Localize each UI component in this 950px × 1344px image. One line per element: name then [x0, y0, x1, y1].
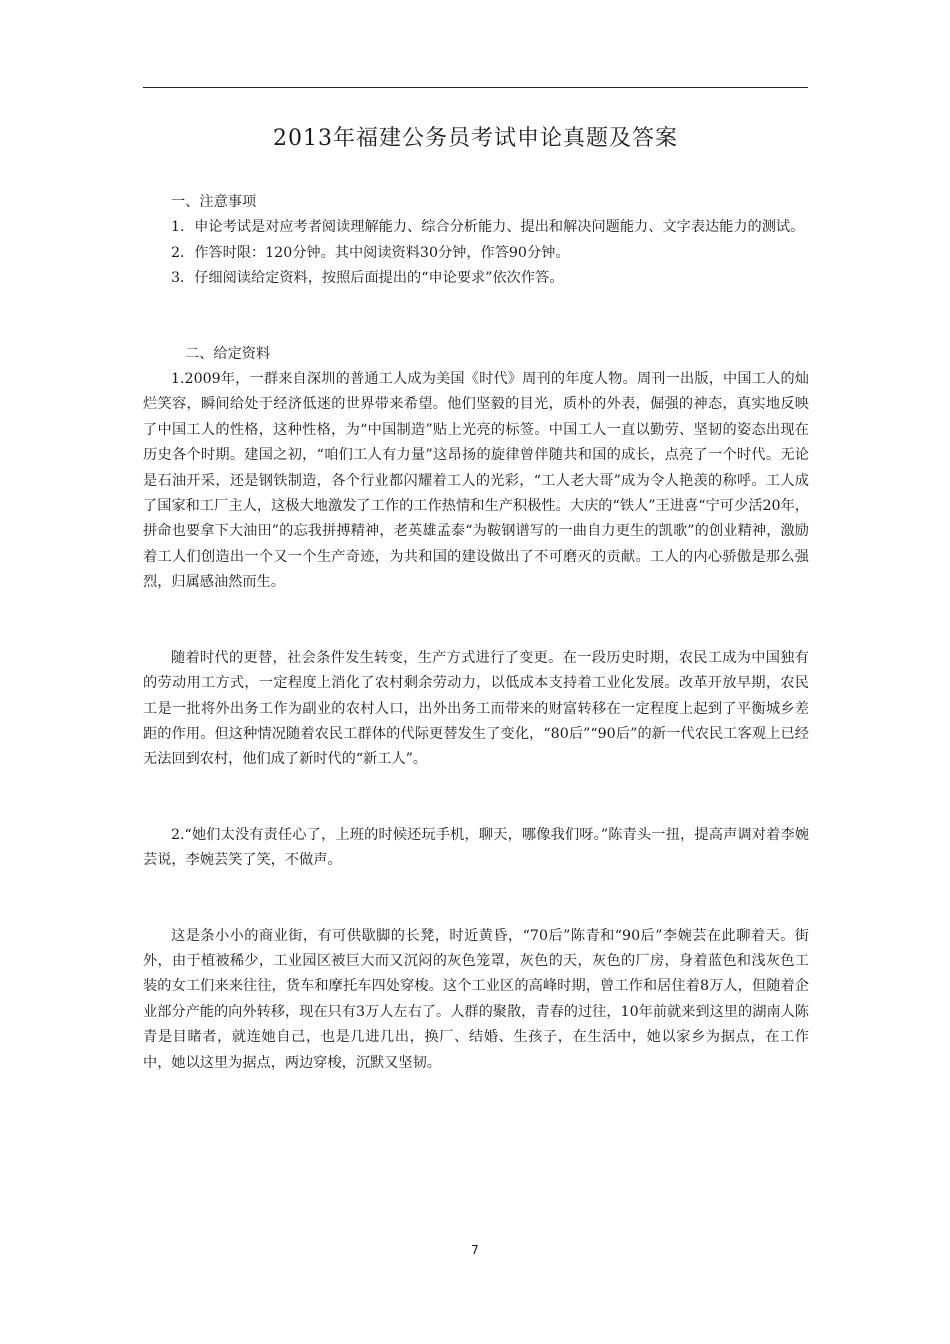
- notes-item: 1．申论考试是对应考者阅读理解能力、综合分析能力、提出和解决问题能力、文字表达能力的测试。: [171, 219, 805, 236]
- document-body: [143, 190, 809, 1076]
- section-heading-materials: 二、给定资料: [185, 345, 271, 362]
- material-paragraph: 随着时代的更替，社会条件发生转变，生产方式进行了变更。在一段历史时期，农民工成为中国独有的劳动用工方式，一定程度上消化了农村剩余劳动力，以低成本支持着工业化发展。改革开放早期，农民工是一批将外出务工作为副业的农村人口，出外出务工而带来的财富转移在一定程度上起到了平衡城乡差距的作用。但这种情况随着农民工群体的代际更替发生了变化，“80后”“90后”的新一代农民工客观上已经无法回到农村，他们成了新时代的“新工人”。: [143, 649, 809, 768]
- material-paragraph: 1.2009年，一群来自深圳的普通工人成为美国《时代》周刊的年度人物。周刊一出版，中国工人的灿烂笑容，瞬间给处于经济低迷的世界带来希望。他们坚毅的目光，质朴的外表，倔强的神态，真实地反映了中国工人的性格，这种性格，为“中国制造”贴上光亮的标签。中国工人一直以勤劳、坚韧的姿态出现在历史各个时期。建国之初，“咱们工人有力量”这昂扬的旋律曾伴随共和国的成长，点亮了一个时代。无论是石油开采，还是钢铁制造，各个行业都闪耀着工人的光彩，“工人老大哥”成为令人艳羡的称呼。工人成了国家和工厂主人，这极大地激发了工作的工作热情和生产积极性。大庆的“铁人”王进喜“宁可少活20年，拼命也要拿下大油田”的忘我拼搏精神，老英雄孟泰“为鞍钢谱写的一曲自力更生的凯歌”的创业精神，激励着工人们创造出一个又一个生产奇迹，为共和国的建设做出了不可磨灭的贡献。工人的内心骄傲是那么强烈，归属感油然而生。: [143, 371, 809, 591]
- document-title: 2013年福建公务员考试申论真题及答案: [273, 126, 678, 151]
- section-heading-notes: 一、注意事项: [171, 194, 257, 210]
- header-rule: [143, 87, 808, 88]
- page-number: 7: [471, 1243, 479, 1257]
- notes-item: 2．作答时限：120分钟。其中阅读资料30分钟，作答90分钟。: [171, 244, 570, 261]
- notes-item: 3．仔细阅读给定资料，按照后面提出的“申论要求”依次作答。: [171, 270, 564, 287]
- material-paragraph: 2.“她们太没有责任心了，上班的时候还玩手机，聊天，哪像我们呀。”陈青头一扭，提高声调对着李婉芸说，李婉芸笑了笑，不做声。: [143, 826, 809, 869]
- material-paragraph: 这是条小小的商业街，有可供歇脚的长凳，时近黄昏，“70后”陈青和“90后”李婉芸在此聊着天。街外，由于植被稀少，工业园区被巨大而又沉闷的灰色笼罩，灰色的天，灰色的厂房，身着蓝色和浅灰色工装的女工们来来往往，货车和摩托车四处穿梭。这个工业区的高峰时期，曾工作和居住着8万人，但随着企业部分产能的向外转移，现在只有3万人左右了。人群的聚散，青春的过往，10年前就来到这里的湖南人陈青是目睹者，就连她自己，也是几进几出，换厂、结婚、生孩子，在生活中，她以家乡为据点，在工作中，她以这里为据点，两边穿梭，沉默又坚韧。: [143, 927, 809, 1071]
